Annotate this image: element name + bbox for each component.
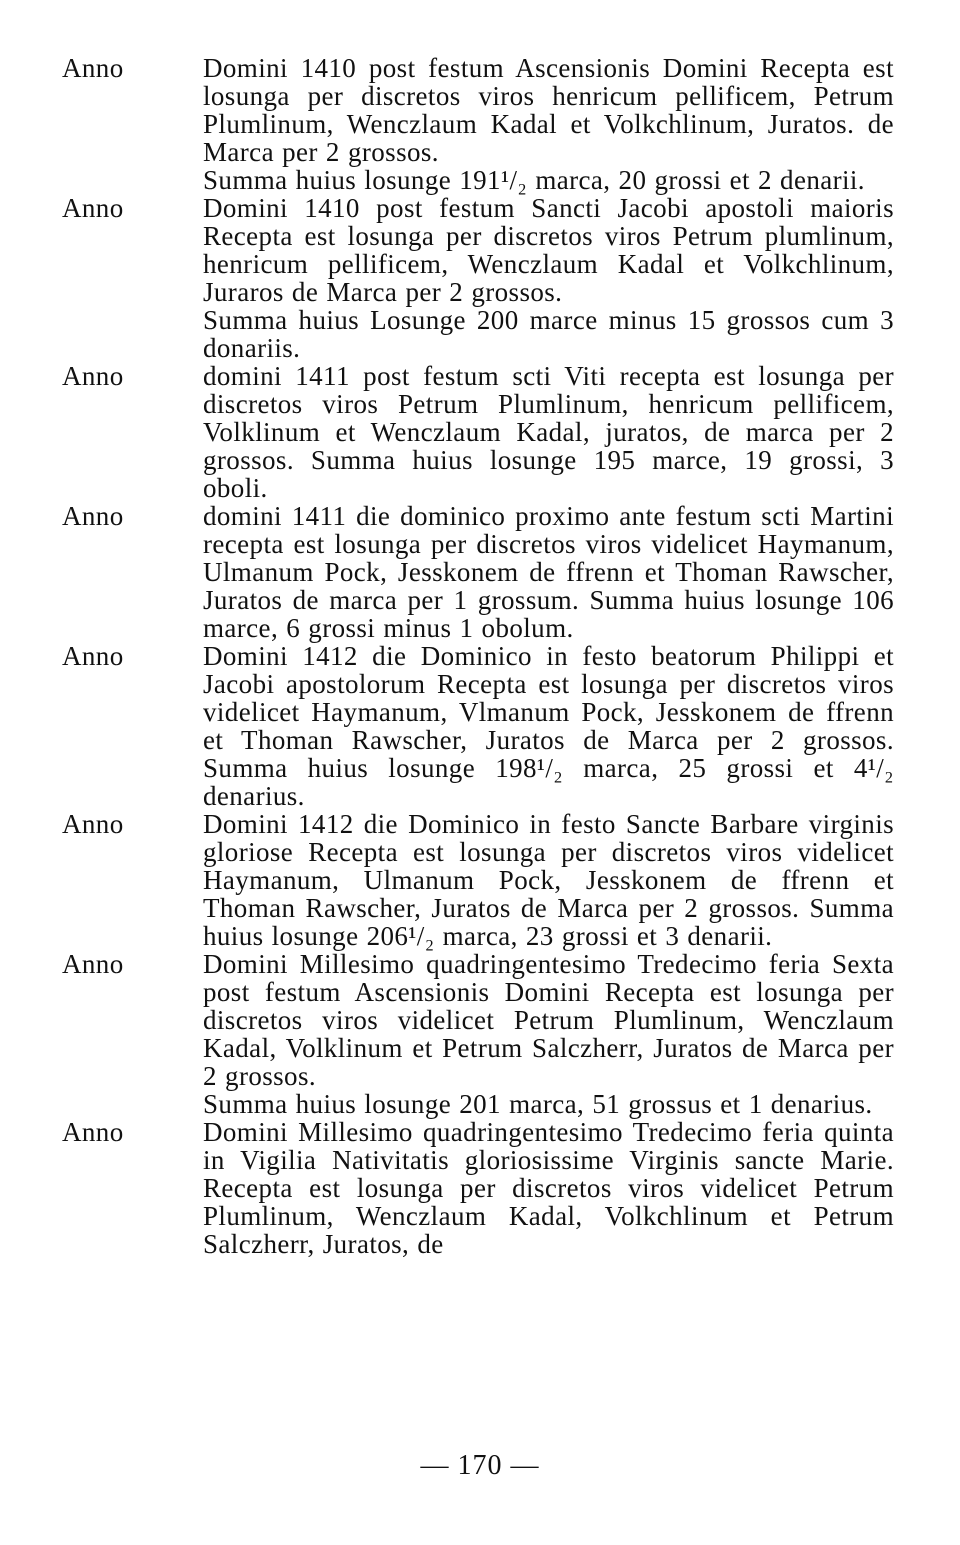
entry-body (203, 642, 894, 810)
entry-head: Anno (62, 641, 124, 671)
entry-1413-marie (62, 1118, 894, 1258)
entry-body (203, 502, 894, 642)
entry-1410-jacobi (62, 194, 894, 362)
entry-body (203, 362, 894, 502)
entry-text: Domini 1412 die Dominico in festo beatorum Philippi et Jacobi apostolorum Recepta est losunga per discretos viros videlicet Haymanum, Vlmanum Pock, Jesskonem de ffrenn et Thoman Rawscher, Juratos de Marca per 2 grossos. Summa huius losunge 198¹/₂ marca, 25 grossi et 4¹/₂ denarius. (203, 641, 894, 811)
entry-head: Anno (62, 809, 124, 839)
entry-1412-philippi (62, 642, 894, 810)
entry-head: Anno (62, 501, 124, 531)
entry-body (203, 54, 894, 194)
entry-head: Anno (62, 53, 124, 83)
entry-head: Anno (62, 949, 124, 979)
entry-head: Anno (62, 193, 124, 223)
entry-summa: Summa huius losunge 201 marca, 51 grossus et 1 denarius. (203, 1089, 873, 1119)
entry-1412-barbare (62, 810, 894, 950)
entry-1410-ascension (62, 54, 894, 194)
entry-head: Anno (62, 1117, 124, 1147)
entry-summa: Summa huius losunge 191¹/₂ marca, 20 grossi et 2 denarii. (203, 165, 865, 195)
entry-summa: Summa huius Losunge 200 marce minus 15 grossos cum 3 donariis. (203, 305, 894, 363)
page-number: — 170 — (420, 1450, 540, 1481)
document-page (62, 54, 894, 1258)
entry-text: Domini 1410 post festum Ascensionis Domini Recepta est losunga per discretos viros henricum pellificem, Petrum Plumlinum, Wenczlaum Kadal et Volkchlinum, Juratos. de Marca per 2 grossos. (203, 53, 894, 167)
entry-text: Domini Millesimo quadringentesimo Tredecimo feria quinta in Vigilia Nativitatis gloriosissime Virginis sancte Marie. Recepta est losunga per discretos viros videlicet Petrum Plumlinum, Wenczlaum Kadal, Volkchlinum et Petrum Salczherr, Juratos, de (203, 1117, 894, 1259)
entry-body (203, 810, 894, 950)
entry-text: domini 1411 post festum scti Viti recepta est losunga per discretos viros Petrum Plumlinum, henricum pellificem, Volklinum et Wenczlaum Kadal, juratos, de marca per 2 grossos. Summa huius losunge 195 marce, 19 grossi, 3 oboli. (203, 361, 894, 503)
entry-1411-viti (62, 362, 894, 502)
entry-body (203, 1118, 894, 1258)
entry-head: Anno (62, 361, 124, 391)
entry-text: Domini Millesimo quadringentesimo Tredecimo feria Sexta post festum Ascensionis Domini Recepta est losunga per discretos viros videlicet Petrum Plumlinum, Wenczlaum Kadal, Volklinum et Petrum Salczherr, Juratos de Marca per 2 grossos. (203, 949, 894, 1091)
entry-body (203, 950, 894, 1118)
entry-body (203, 194, 894, 362)
entry-1411-martini (62, 502, 894, 642)
entry-text: Domini 1410 post festum Sancti Jacobi apostoli maioris Recepta est losunga per discretos viros Petrum plumlinum, henricum pellificem, Wenczlaum Kadal et Volkchlinum, Juraros de Marca per 2 grossos. (203, 193, 894, 307)
entry-1413-ascension (62, 950, 894, 1118)
entry-text: Domini 1412 die Dominico in festo Sancte Barbare virginis gloriose Recepta est losunga per discretos viros videlicet Haymanum, Ulmanum Pock, Jesskonem de ffrenn et Thoman Rawscher, Juratos de Marca per 2 grossos. Summa huius losunge 206¹/₂ marca, 23 grossi et 3 denarii. (203, 809, 894, 951)
entry-text: domini 1411 die dominico proximo ante festum scti Martini recepta est losunga per discretos viros videlicet Haymanum, Ulmanum Pock, Jesskonem de ffrenn et Thoman Rawscher, Juratos de marca per 1 grossum. Summa huius losunge 106 marce, 6 grossi minus 1 obolum. (203, 501, 894, 643)
